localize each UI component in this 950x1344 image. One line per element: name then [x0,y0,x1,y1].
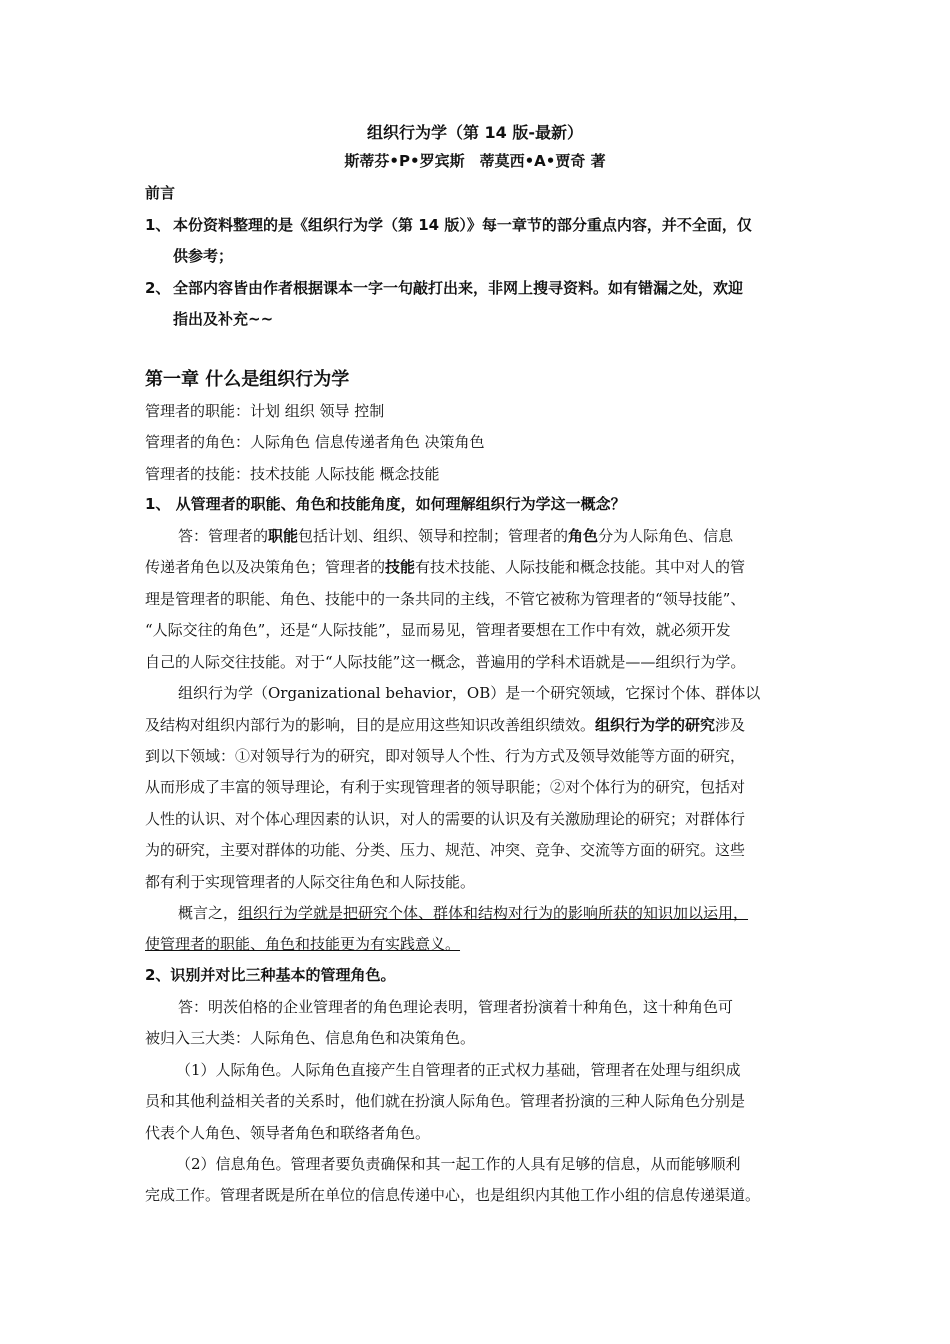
ob-line-6: 为的研究，主要对群体的功能、分类、压力、规范、冲突、竞争、交流等方面的研究。这些 [145,841,746,859]
text-run: 涉及 [715,716,746,734]
chapter-1-heading: 第一章 什么是组织行为学 [145,369,350,390]
preface-item-2 [145,278,810,298]
bold-run: 角色 [568,527,599,545]
answer-1-line-2 [145,557,810,577]
ob-line-7: 都有利于实现管理者的人际交往角色和人际技能。 [145,873,476,891]
answer-1-line-3: 理是管理者的职能、角色、技能中的一条共同的主线，不管它被称为管理者的“领导技能”、 [145,590,746,608]
text-run: 传递者角色以及决策角色；管理者的 [145,558,386,576]
text-run: 分为人际角色、信息 [598,527,734,545]
preface-item-1-number: 1、 [145,216,171,234]
underlined-run: 组织行为学就是把研究个体、群体和结构对行为的影响所获的知识加以运用， [238,904,749,922]
preface-item-2-line2: 指出及补充~~ [173,310,274,328]
text-run: 及结构对组织内部行为的影响，目的是应用这些知识改善组织绩效。 [145,716,596,734]
summary-line-2 [145,934,810,954]
text-run: 有技术技能、人际技能和概念技能。其中对人的管 [415,558,746,576]
answer-1-line-1 [178,526,810,546]
preface-heading: 前言 [145,184,176,202]
preface-item-2-number: 2、 [145,279,171,297]
bold-run: 技能 [385,558,416,576]
role-2-line-1: （2）信息角色。管理者要负责确保和其一起工作的人具有足够的信息，从而能够顺利 [176,1155,741,1173]
question-1: 1、 从管理者的职能、角色和技能角度，如何理解组织行为学这一概念？ [145,495,626,513]
role-1-line-3: 代表个人角色、领导者角色和联络者角色。 [145,1124,431,1142]
summary-line-1 [178,903,810,923]
bold-run: 组织行为学的研究 [595,716,716,734]
text-run: 答：管理者的 [178,527,269,545]
preface-item-1-line2: 供参考； [173,247,234,265]
ob-line-1: 组织行为学（Organizational behavior，OB）是一个研究领域，它探讨个体、群体以 [178,684,761,702]
document-authors: 斯蒂芬•P•罗宾斯 蒂莫西•A•贾奇 著 [344,152,606,170]
preface-item-2-line1: 全部内容皆由作者根据课本一字一句敲打出来，非网上搜寻资料。如有错漏之处，欢迎 [173,279,744,297]
document-title: 组织行为学（第 14 版-最新） [366,123,584,142]
text-run: 包括计划、组织、领导和控制；管理者的 [298,527,569,545]
preface-item-1-line1: 本份资料整理的是《组织行为学（第 14 版）》每一章节的部分重点内容，并不全面，仅 [173,216,752,234]
bold-run: 职能 [268,527,299,545]
underlined-run: 使管理者的职能、角色和技能更为有实践意义。 [145,935,461,953]
note-functions: 管理者的职能：计划 组织 领导 控制 [145,402,385,420]
ob-line-5: 人性的认识、对个体心理因素的认识，对人的需要的认识及有关激励理论的研究；对群体行 [145,810,746,828]
ob-line-4: 从而形成了丰富的领导理论，有利于实现管理者的领导职能；②对个体行为的研究，包括对 [145,778,746,796]
note-roles: 管理者的角色：人际角色 信息传递者角色 决策角色 [145,433,485,451]
role-1-line-1: （1）人际角色。人际角色直接产生自管理者的正式权力基础，管理者在处理与组织成 [176,1061,741,1079]
note-skills: 管理者的技能：技术技能 人际技能 概念技能 [145,465,440,483]
question-2: 2、识别并对比三种基本的管理角色。 [145,966,396,984]
role-1-line-2: 员和其他利益相关者的关系时，他们就在扮演人际角色。管理者扮演的三种人际角色分别是 [145,1092,746,1110]
answer-2-line-2: 被归入三大类：人际角色、信息角色和决策角色。 [145,1029,476,1047]
role-2-line-2: 完成工作。管理者既是所在单位的信息传递中心，也是组织内其他工作小组的信息传递渠道。 [145,1186,761,1204]
answer-1-line-5: 自己的人际交往技能。对于“人际技能”这一概念，普遍用的学科术语就是——组织行为学。 [145,653,746,671]
preface-item-1 [145,215,810,235]
answer-1-line-4: “人际交往的角色”，还是“人际技能”，显而易见，管理者要想在工作中有效，就必须开发 [145,621,731,639]
ob-line-2 [145,715,810,735]
text-run: 概言之， [178,904,239,922]
ob-line-3: 到以下领域：①对领导行为的研究，即对领导人个性、行为方式及领导效能等方面的研究， [145,747,746,765]
answer-2-line-1: 答：明茨伯格的企业管理者的角色理论表明，管理者扮演着十种角色，这十种角色可 [178,998,734,1016]
